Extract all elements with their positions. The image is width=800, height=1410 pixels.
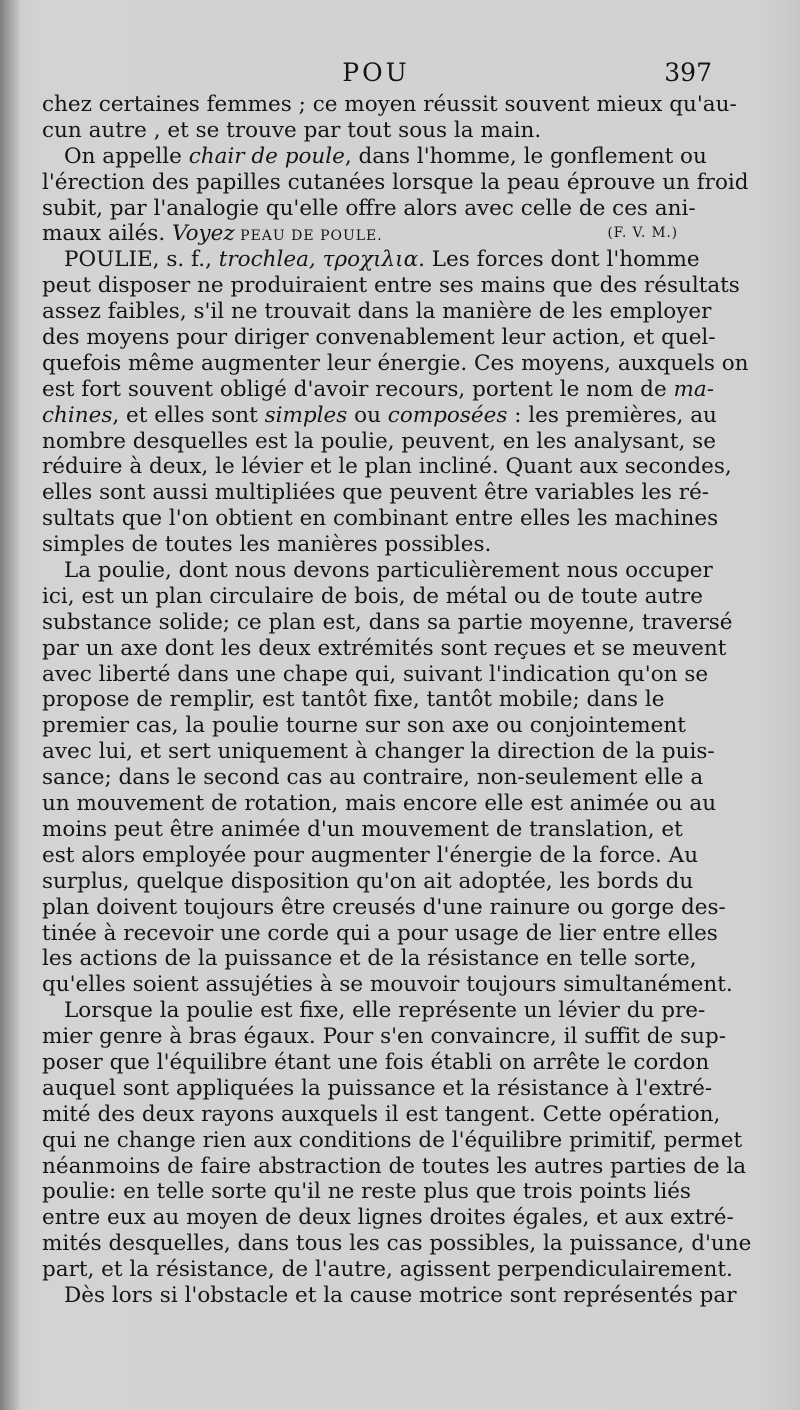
text-line: elles sont aussi multipliées que peuvent être variables les ré- — [42, 480, 710, 506]
body-text — [42, 92, 752, 1309]
text-run: : les premières, au — [507, 402, 717, 428]
text-line: qu'elles soient assujéties à se mouvoir toujours simultanément. — [42, 972, 733, 998]
latin-greek-term: trochlea, τροχιλια. — [218, 247, 425, 273]
text-line: part, et la résistance, de l'autre, agissent perpendiculairement. — [42, 1257, 733, 1283]
text-line: poser que l'équilibre étant une fois établi on arrête le cordon — [42, 1049, 710, 1075]
text-line — [42, 221, 712, 247]
text-line: mités desquelles, dans tous les cas possibles, la puissance, d'une — [42, 1231, 752, 1257]
text-line: néanmoins de faire abstraction de toutes les autres parties de la — [42, 1153, 747, 1179]
text-run: est fort souvent obligé d'avoir recours, portent le nom de — [42, 376, 674, 402]
running-head: POU — [342, 58, 410, 87]
text-run: On appelle — [64, 143, 189, 169]
text-line: cun autre , et se trouve par tout sous la main. — [42, 117, 542, 143]
text-line — [42, 247, 712, 273]
text-line: surplus, quelque disposition qu'on ait adoptée, les bords du — [42, 868, 694, 894]
text-line: est alors employée pour augmenter l'énergie de la force. Au — [42, 842, 699, 868]
italic-term: ma- — [673, 376, 714, 402]
page-number: 397 — [664, 58, 712, 87]
text-line: premier cas, la poulie tourne sur son axe ou conjointement — [42, 713, 686, 739]
text-line: quefois même augmenter leur énergie. Ces moyens, auxquels on — [42, 350, 749, 376]
text-run: ou — [347, 402, 388, 428]
italic-term: chines — [42, 402, 113, 428]
page-header — [40, 58, 712, 90]
text-line — [42, 402, 717, 429]
text-run: , dans l'homme, le gonflement ou — [344, 143, 707, 169]
text-line: La poulie, dont nous devons particulièrement nous occuper — [64, 558, 713, 584]
text-line: Lorsque la poulie est fixe, elle représente un lévier du pre- — [64, 998, 706, 1024]
binding-gutter — [0, 0, 20, 1410]
text-line: un mouvement de rotation, mais encore elle est animée ou au — [42, 791, 717, 817]
text-line: assez faibles, s'il ne trouvait dans la manière de les employer — [42, 299, 712, 325]
text-line: nombre desquelles est la poulie, peuvent, en les analysant, se — [42, 428, 716, 454]
text-line: l'érection des papilles cutanées lorsque la peau éprouve un froid — [42, 169, 749, 195]
text-line: auquel sont appliquées la puissance et la résistance à l'extré- — [42, 1075, 713, 1101]
text-line: qui ne change rien aux conditions de l'équilibre primitif, permet — [42, 1127, 743, 1153]
text-line — [42, 377, 712, 403]
text-line: Dès lors si l'obstacle et la cause motrice sont représentés par — [64, 1282, 737, 1308]
text-line: entre eux au moyen de deux lignes droites égales, et aux extré- — [42, 1205, 734, 1231]
text-line: plan doivent toujours être creusés d'une rainure ou gorge des- — [42, 894, 726, 920]
text-line: simples de toutes les manières possibles. — [42, 532, 492, 558]
text-line: des moyens pour diriger convenablement leur action, et quel- — [42, 325, 716, 351]
text-line: moins peut être animée d'un mouvement de translation, et — [42, 816, 683, 842]
text-run: , et elles sont — [112, 402, 265, 428]
text-line: sance; dans le second cas au contraire, non-seulement elle a — [42, 765, 704, 791]
text-line: substance solide; ce plan est, dans sa partie moyenne, traversé — [42, 609, 733, 635]
entry-headword: POULIE, s. f., — [64, 247, 219, 273]
text-line: mier genre à bras égaux. Pour s'en convaincre, il suffit de sup- — [42, 1024, 726, 1050]
text-line: subit, par l'analogie qu'elle offre alors avec celle de ces ani- — [42, 195, 696, 221]
text-line — [42, 144, 712, 170]
cross-reference-voyez: Voyez — [172, 221, 235, 247]
text-line: sultats que l'on obtient en combinant entre elles les machines — [42, 506, 719, 532]
text-line: par un axe dont les deux extrémités sont reçues et se meuvent — [42, 635, 727, 661]
text-line: avec lui, et sert uniquement à changer la direction de la puis- — [42, 739, 715, 765]
term-chair-de-poule: chair de poule — [188, 143, 345, 169]
text-line: réduire à deux, le lévier et le plan incliné. Quant aux secondes, — [42, 454, 732, 480]
cross-reference-target: PEAU DE POULE. — [234, 228, 383, 245]
text-line: poulie: en telle sorte qu'il ne reste plus que trois points liés — [42, 1179, 691, 1205]
italic-term: composées — [387, 402, 508, 428]
text-line: propose de remplir, est tantôt fixe, tantôt mobile; dans le — [42, 687, 665, 713]
text-run: maux ailés. — [42, 221, 173, 247]
text-line: tinée à recevoir une corde qui a pour usage de lier entre elles — [42, 920, 718, 946]
author-signature: (F. V. M.) — [607, 225, 678, 242]
text-line: avec liberté dans une chape qui, suivant l'indication qu'on se — [42, 661, 709, 687]
text-line: mité des deux rayons auxquels il est tangent. Cette opération, — [42, 1101, 721, 1127]
text-run: Les forces dont l'homme — [424, 247, 700, 273]
text-line: chez certaines femmes ; ce moyen réussit souvent mieux qu'au- — [42, 92, 737, 117]
italic-term: simples — [264, 402, 348, 428]
text-line: les actions de la puissance et de la résistance en telle sorte, — [42, 946, 697, 972]
text-line: ici, est un plan circulaire de bois, de métal ou de toute autre — [42, 583, 703, 609]
text-line: peut disposer ne produiraient entre ses mains que des résultats — [42, 273, 740, 299]
